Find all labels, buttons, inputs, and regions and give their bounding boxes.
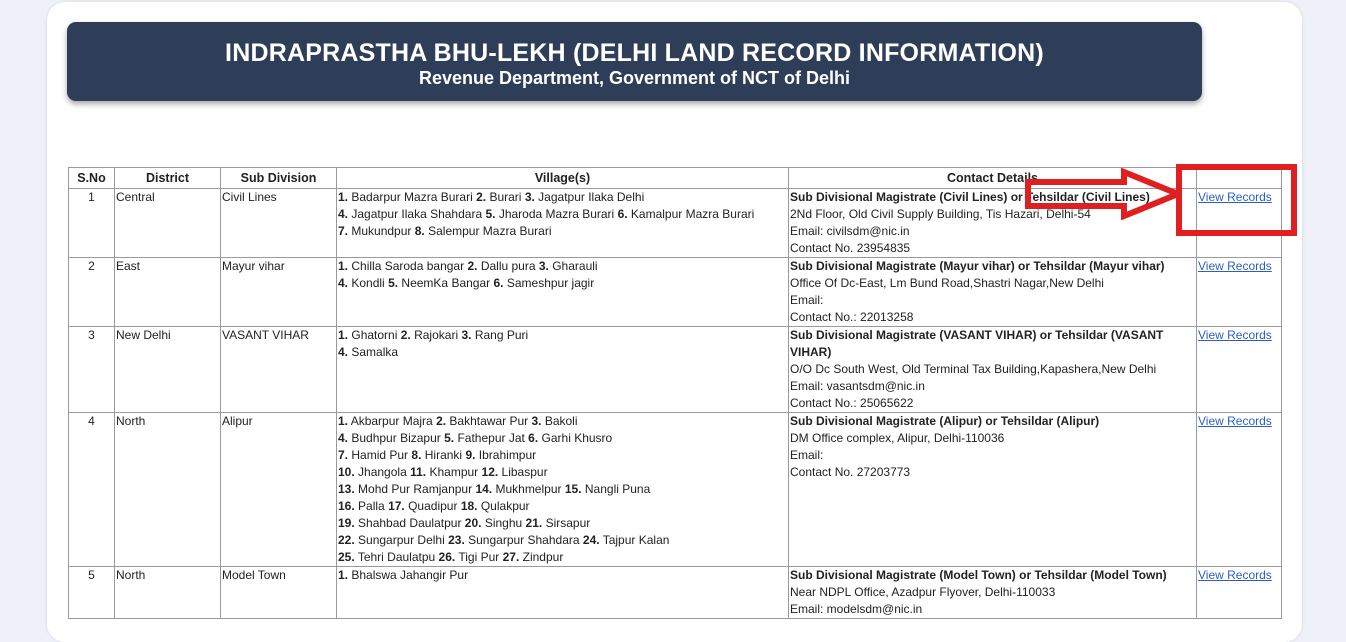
village-number: 18. bbox=[460, 499, 478, 513]
village-name: Tajpur Kalan bbox=[602, 533, 670, 547]
table-row bbox=[69, 327, 1282, 413]
contact-line: Email: civilsdm@nic.in bbox=[790, 224, 910, 238]
village-name: Sungarpur Delhi bbox=[358, 533, 445, 547]
contact-title: Sub Divisional Magistrate (VASANT VIHAR) or Tehsildar (VASANT VIHAR) bbox=[790, 328, 1164, 359]
village-line bbox=[338, 430, 787, 447]
village-number: 12. bbox=[481, 465, 499, 479]
header-sub-division: Sub Division bbox=[221, 168, 337, 189]
cell-district: North bbox=[115, 567, 221, 619]
header-sno: S.No bbox=[69, 168, 115, 189]
village-number: 3. bbox=[538, 259, 549, 273]
cell-villages bbox=[337, 258, 789, 327]
contact-line: Contact No.: 22013258 bbox=[790, 310, 914, 324]
village-name: Nangli Puna bbox=[584, 482, 651, 496]
contact-title: Sub Divisional Magistrate (Civil Lines) or Tehsildar (Civil Lines) bbox=[790, 190, 1150, 204]
cell-contact-details bbox=[789, 413, 1197, 567]
village-name: Mukhmelpur bbox=[495, 482, 562, 496]
village-name: Bakhtawar Pur bbox=[449, 414, 529, 428]
cell-sno: 4 bbox=[69, 413, 115, 567]
village-number: 2. bbox=[476, 190, 487, 204]
table-row bbox=[69, 258, 1282, 327]
village-name: Samalka bbox=[351, 345, 399, 359]
village-number: 7. bbox=[338, 224, 349, 238]
village-line bbox=[338, 481, 787, 498]
cell-sub-division: Model Town bbox=[221, 567, 337, 619]
village-name: Qulakpur bbox=[480, 499, 530, 513]
village-line bbox=[338, 464, 787, 481]
village-name: Rajokari bbox=[414, 328, 459, 342]
village-number: 27. bbox=[502, 550, 520, 564]
village-name: Khampur bbox=[429, 465, 479, 479]
contact-line: Email: vasantsdm@nic.in bbox=[790, 379, 925, 393]
village-number: 3. bbox=[531, 414, 542, 428]
cell-sno: 1 bbox=[69, 189, 115, 258]
cell-action bbox=[1197, 258, 1282, 327]
village-number: 4. bbox=[338, 345, 349, 359]
village-number: 8. bbox=[411, 448, 422, 462]
cell-district: New Delhi bbox=[115, 327, 221, 413]
village-line bbox=[338, 413, 787, 430]
village-number: 1. bbox=[338, 190, 349, 204]
header-contact-details: Contact Details bbox=[789, 168, 1197, 189]
village-number: 11. bbox=[410, 465, 427, 479]
village-name: Mohd Pur Ramjanpur bbox=[358, 482, 473, 496]
page-banner bbox=[67, 22, 1202, 101]
village-number: 1. bbox=[338, 568, 349, 582]
cell-villages bbox=[337, 189, 789, 258]
contact-line: Contact No.: 25065622 bbox=[790, 396, 914, 410]
cell-district: East bbox=[115, 258, 221, 327]
cell-district: Central bbox=[115, 189, 221, 258]
village-line bbox=[338, 549, 787, 566]
contact-line: Office Of Dc-East, Lm Bund Road,Shastri Nagar,New Delhi bbox=[790, 276, 1104, 290]
village-name: Badarpur Mazra Burari bbox=[351, 190, 473, 204]
village-name: Quadipur bbox=[408, 499, 458, 513]
contact-line: O/O Dc South West, Old Terminal Tax Building,Kapashera,New Delhi bbox=[790, 362, 1157, 376]
cell-sub-division: Mayur vihar bbox=[221, 258, 337, 327]
village-name: Fathepur Jat bbox=[457, 431, 525, 445]
village-line bbox=[338, 258, 787, 275]
cell-sub-division: VASANT VIHAR bbox=[221, 327, 337, 413]
village-name: Mukundpur bbox=[351, 224, 412, 238]
cell-contact-details bbox=[789, 258, 1197, 327]
village-number: 5. bbox=[485, 207, 496, 221]
contact-line: Email: modelsdm@nic.in bbox=[790, 602, 923, 616]
village-number: 1. bbox=[338, 259, 349, 273]
village-name: Singhu bbox=[484, 516, 523, 530]
village-name: Garhi Khusro bbox=[541, 431, 613, 445]
village-number: 16. bbox=[338, 499, 355, 513]
village-number: 22. bbox=[338, 533, 355, 547]
contact-line: Contact No. 23954835 bbox=[790, 241, 911, 255]
village-name: Akbarpur Majra bbox=[350, 414, 433, 428]
village-line bbox=[338, 498, 787, 515]
view-records-link[interactable]: View Records bbox=[1198, 259, 1272, 273]
village-number: 26. bbox=[438, 550, 456, 564]
village-name: Bhalswa Jahangir Pur bbox=[351, 568, 469, 582]
village-name: Rang Puri bbox=[474, 328, 529, 342]
cell-sno: 5 bbox=[69, 567, 115, 619]
village-number: 15. bbox=[564, 482, 582, 496]
village-line bbox=[338, 567, 787, 584]
village-name: Hiranki bbox=[424, 448, 463, 462]
village-name: Palla bbox=[358, 499, 385, 513]
cell-sub-division: Alipur bbox=[221, 413, 337, 567]
page-subtitle: Revenue Department, Government of NCT of Delhi bbox=[418, 68, 851, 88]
village-name: Budhpur Bizapur bbox=[351, 431, 441, 445]
village-number: 2. bbox=[467, 259, 478, 273]
village-name: Gharauli bbox=[552, 259, 598, 273]
village-line bbox=[338, 532, 787, 549]
header-villages: Village(s) bbox=[337, 168, 789, 189]
village-line bbox=[338, 515, 787, 532]
village-name: Jagatpur Ilaka Shahdara bbox=[351, 207, 483, 221]
cell-district: North bbox=[115, 413, 221, 567]
table-row bbox=[69, 413, 1282, 567]
village-name: Jharoda Mazra Burari bbox=[498, 207, 615, 221]
village-number: 2. bbox=[436, 414, 447, 428]
village-name: Hamid Pur bbox=[351, 448, 409, 462]
page-title: INDRAPRASTHA BHU-LEKH (DELHI LAND RECORD INFORMATION) bbox=[225, 39, 1044, 67]
village-number: 1. bbox=[338, 328, 349, 342]
village-line bbox=[338, 275, 787, 292]
village-name: Jagatpur Ilaka Delhi bbox=[538, 190, 645, 204]
village-name: Ibrahimpur bbox=[478, 448, 537, 462]
village-name: Dallu pura bbox=[480, 259, 536, 273]
cell-action bbox=[1197, 327, 1282, 413]
table-row bbox=[69, 567, 1282, 619]
village-number: 3. bbox=[461, 328, 472, 342]
village-name: Tigi Pur bbox=[458, 550, 500, 564]
village-line bbox=[338, 344, 787, 361]
village-number: 17. bbox=[388, 499, 405, 513]
village-number: 20. bbox=[464, 516, 482, 530]
village-line bbox=[338, 206, 787, 223]
village-number: 2. bbox=[400, 328, 411, 342]
village-name: Kondli bbox=[351, 276, 385, 290]
cell-action bbox=[1197, 567, 1282, 619]
cell-villages bbox=[337, 327, 789, 413]
village-name: Chilla Saroda bangar bbox=[351, 259, 465, 273]
village-name: Libaspur bbox=[501, 465, 548, 479]
contact-line: 2Nd Floor, Old Civil Supply Building, Tis Hazari, Delhi-54 bbox=[790, 207, 1091, 221]
village-number: 13. bbox=[338, 482, 355, 496]
contact-line: Email: bbox=[790, 293, 824, 307]
village-name: Jhangola bbox=[358, 465, 407, 479]
village-number: 4. bbox=[338, 276, 349, 290]
village-number: 14. bbox=[475, 482, 493, 496]
cell-villages bbox=[337, 413, 789, 567]
village-name: Bakoli bbox=[544, 414, 578, 428]
village-name: Sameshpur jagir bbox=[506, 276, 595, 290]
header-district: District bbox=[115, 168, 221, 189]
village-number: 5. bbox=[444, 431, 455, 445]
village-name: Sungarpur Shahdara bbox=[468, 533, 580, 547]
cell-contact-details bbox=[789, 567, 1197, 619]
village-line bbox=[338, 327, 787, 344]
village-number: 19. bbox=[338, 516, 355, 530]
village-number: 6. bbox=[493, 276, 504, 290]
village-line bbox=[338, 447, 787, 464]
highlight-box bbox=[1176, 164, 1297, 236]
view-records-link[interactable]: View Records bbox=[1198, 414, 1272, 428]
contact-line: Contact No. 27203773 bbox=[790, 465, 911, 479]
village-number: 5. bbox=[388, 276, 399, 290]
village-number: 7. bbox=[338, 448, 349, 462]
village-number: 23. bbox=[448, 533, 465, 547]
contact-title: Sub Divisional Magistrate (Model Town) or Tehsildar (Model Town) bbox=[790, 568, 1167, 582]
cell-villages bbox=[337, 567, 789, 619]
view-records-link[interactable]: View Records bbox=[1198, 190, 1272, 204]
village-name: Sirsapur bbox=[545, 516, 591, 530]
cell-sub-division: Civil Lines bbox=[221, 189, 337, 258]
contact-title: Sub Divisional Magistrate (Alipur) or Tehsildar (Alipur) bbox=[790, 414, 1100, 428]
village-name: Kamalpur Mazra Burari bbox=[630, 207, 755, 221]
village-name: Zindpur bbox=[522, 550, 564, 564]
land-records-table bbox=[68, 167, 1282, 619]
village-line bbox=[338, 189, 787, 206]
contact-title: Sub Divisional Magistrate (Mayur vihar) or Tehsildar (Mayur vihar) bbox=[790, 259, 1165, 273]
contact-line: DM Office complex, Alipur, Delhi-110036 bbox=[790, 431, 1005, 445]
view-records-link[interactable]: View Records bbox=[1198, 568, 1272, 582]
village-number: 1. bbox=[338, 414, 349, 428]
contact-line: Email: bbox=[790, 448, 824, 462]
village-number: 4. bbox=[338, 207, 349, 221]
village-number: 3. bbox=[524, 190, 535, 204]
village-number: 6. bbox=[617, 207, 628, 221]
cell-sno: 2 bbox=[69, 258, 115, 327]
village-number: 24. bbox=[582, 533, 600, 547]
contact-line: Near NDPL Office, Azadpur Flyover, Delhi-110033 bbox=[790, 585, 1056, 599]
table-body bbox=[69, 189, 1282, 619]
village-name: Burari bbox=[489, 190, 522, 204]
village-number: 6. bbox=[528, 431, 539, 445]
view-records-link[interactable]: View Records bbox=[1198, 328, 1272, 342]
village-name: Shahbad Daulatpur bbox=[358, 516, 462, 530]
village-name: Salempur Mazra Burari bbox=[428, 224, 552, 238]
cell-action bbox=[1197, 413, 1282, 567]
village-number: 4. bbox=[338, 431, 349, 445]
cell-contact-details bbox=[789, 327, 1197, 413]
right-arrow-icon bbox=[1020, 168, 1182, 220]
village-number: 8. bbox=[414, 224, 425, 238]
village-name: NeemKa Bangar bbox=[401, 276, 491, 290]
village-number: 25. bbox=[338, 550, 355, 564]
village-name: Ghatorni bbox=[351, 328, 398, 342]
village-number: 9. bbox=[465, 448, 476, 462]
village-line bbox=[338, 223, 787, 240]
village-number: 10. bbox=[338, 465, 355, 479]
village-name: Tehri Daulatpu bbox=[357, 550, 436, 564]
cell-sno: 3 bbox=[69, 327, 115, 413]
village-number: 21. bbox=[525, 516, 543, 530]
